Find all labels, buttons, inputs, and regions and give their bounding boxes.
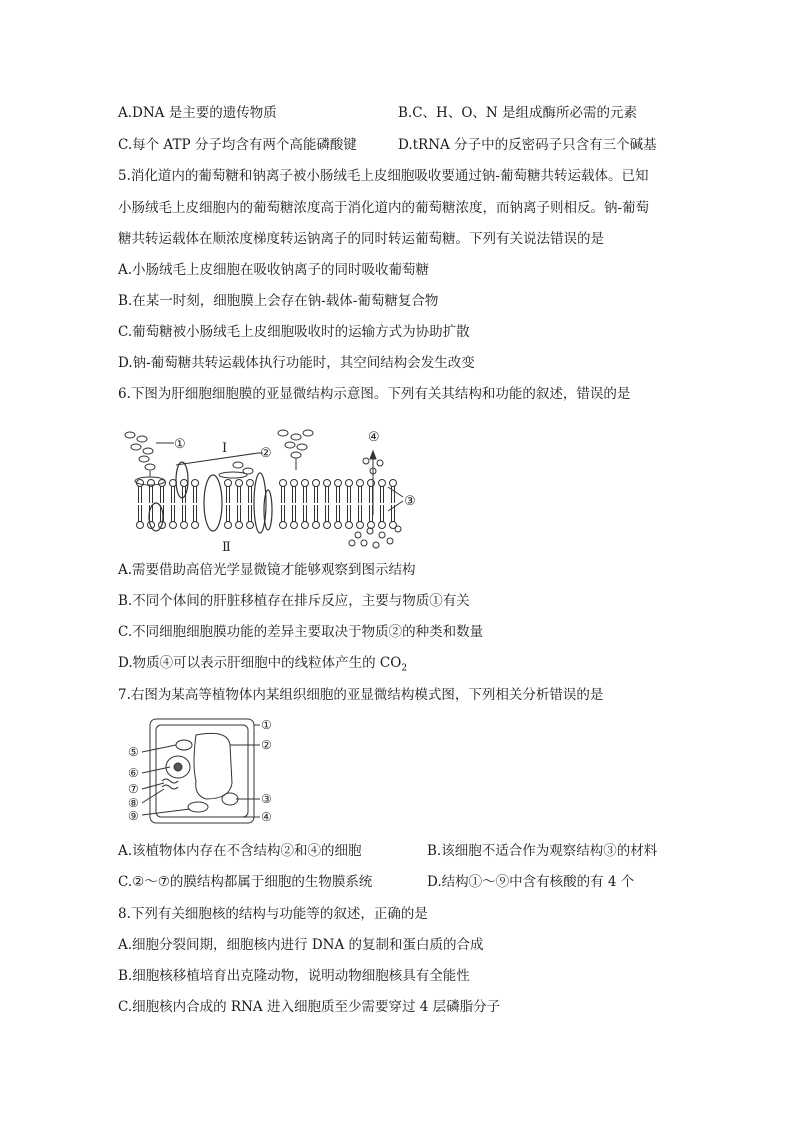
label-1: ① bbox=[174, 437, 186, 452]
phospholipid-head bbox=[181, 522, 188, 529]
phospholipid-head bbox=[291, 522, 298, 529]
cell-label-5: ⑤ bbox=[128, 745, 139, 759]
phospholipid-head bbox=[225, 480, 232, 487]
phospholipid-head bbox=[225, 522, 232, 529]
q6-option-b: B.不同个体间的肝脏移植存在排斥反应，主要与物质①有关 bbox=[118, 593, 470, 609]
cell-membrane-diagram bbox=[118, 425, 418, 555]
cell-label-9: ⑨ bbox=[128, 809, 139, 823]
q5-option-b: B.在某一时刻，细胞膜上会存在钠-载体-葡萄糖复合物 bbox=[118, 293, 439, 309]
q6-option-d-subscript: 2 bbox=[401, 663, 408, 674]
q7-option-b: B.该细胞不适合作为观察结构③的材料 bbox=[427, 843, 658, 859]
q7-option-c: C.②～⑦的膜结构都属于细胞的生物膜系统 bbox=[118, 874, 373, 890]
cell-label-1: ① bbox=[261, 718, 272, 732]
label-2: ② bbox=[260, 446, 272, 461]
phospholipid-head bbox=[346, 522, 353, 529]
phospholipid-head bbox=[313, 522, 320, 529]
cell-label-2: ② bbox=[261, 738, 272, 752]
phospholipid-head bbox=[280, 522, 287, 529]
cell-label-6: ⑥ bbox=[128, 766, 139, 780]
phospholipid-head bbox=[170, 522, 177, 529]
label-side-top: Ⅰ bbox=[222, 441, 228, 456]
q5-stem-line3: 糖共转运载体在顺浓度梯度转运钠离子的同时转运葡萄糖。下列有关说法错误的是 bbox=[118, 231, 604, 247]
phospholipid-head bbox=[236, 522, 243, 529]
phospholipid-head bbox=[335, 480, 342, 487]
q8-option-c: C.细胞核内合成的 RNA 进入细胞质至少需要穿过 4 层磷脂分子 bbox=[118, 999, 501, 1015]
label-3: ③ bbox=[404, 494, 416, 509]
phospholipid-head bbox=[324, 480, 331, 487]
phospholipid-head bbox=[346, 480, 353, 487]
q5-option-a: A.小肠绒毛上皮细胞在吸收钠离子的同时吸收葡萄糖 bbox=[118, 262, 430, 278]
q7-option-d: D.结构①～⑨中含有核酸的有 4 个 bbox=[427, 874, 635, 890]
cell-label-8: ⑧ bbox=[128, 796, 139, 810]
q8-option-a: A.细胞分裂间期，细胞核内进行 DNA 的复制和蛋白质的合成 bbox=[118, 937, 484, 953]
q6-option-d bbox=[118, 653, 407, 679]
phospholipid-head bbox=[291, 480, 298, 487]
q6-option-d-text: D.物质④可以表示肝细胞中的线粒体产生的 CO bbox=[118, 655, 402, 671]
q7-stem: 7.右图为某高等植物体内某组织细胞的亚显微结构模式图，下列相关分析错误的是 bbox=[118, 687, 604, 703]
q4-option-c: C.每个 ATP 分子均含有两个高能磷酸键 bbox=[118, 137, 357, 153]
phospholipid-head bbox=[302, 522, 309, 529]
phospholipid-head bbox=[313, 480, 320, 487]
q4-option-a: A.DNA 是主要的遗传物质 bbox=[118, 105, 277, 121]
phospholipid-head bbox=[247, 480, 254, 487]
q7-option-a: A.该植物体内存在不含结构②和④的细胞 bbox=[118, 843, 362, 859]
plant-cell-diagram bbox=[118, 715, 278, 830]
phospholipid-head bbox=[390, 480, 397, 487]
q8-option-b: B.细胞核移植培育出克隆动物，说明动物细胞核具有全能性 bbox=[118, 968, 470, 984]
q6-option-a: A.需要借助高倍光学显微镜才能够观察到图示结构 bbox=[118, 562, 416, 578]
phospholipid-head bbox=[181, 480, 188, 487]
phospholipid-head bbox=[302, 480, 309, 487]
phospholipid-head bbox=[236, 480, 243, 487]
cell-label-4: ④ bbox=[261, 810, 272, 824]
phospholipid-head bbox=[357, 480, 364, 487]
cell-label-7: ⑦ bbox=[128, 782, 139, 796]
phospholipid-head bbox=[357, 522, 364, 529]
q4-option-b: B.C、H、O、N 是组成酶所必需的元素 bbox=[398, 105, 637, 121]
phospholipid-head bbox=[324, 522, 331, 529]
label-4: ④ bbox=[368, 430, 380, 445]
label-side-bottom: Ⅱ bbox=[222, 540, 231, 555]
q4-option-d: D.tRNA 分子中的反密码子只含有三个碱基 bbox=[398, 137, 657, 153]
q5-stem-line1: 5.消化道内的葡萄糖和钠离子被小肠绒毛上皮细胞吸收要通过钠-葡萄糖共转运载体。已知 bbox=[118, 168, 649, 184]
phospholipid-head bbox=[137, 522, 144, 529]
q5-option-c: C.葡萄糖被小肠绒毛上皮细胞吸收时的运输方式为协助扩散 bbox=[118, 324, 470, 340]
phospholipid-head bbox=[368, 522, 375, 529]
cell-label-3: ③ bbox=[261, 792, 272, 806]
q5-option-d: D.钠-葡萄糖共转运载体执行功能时，其空间结构会发生改变 bbox=[118, 355, 475, 371]
q8-stem: 8.下列有关细胞核的结构与功能等的叙述，正确的是 bbox=[118, 906, 428, 922]
phospholipid-head bbox=[192, 522, 199, 529]
phospholipid-head bbox=[247, 522, 254, 529]
q6-option-c: C.不同细胞细胞膜功能的差异主要取决于物质②的种类和数量 bbox=[118, 624, 484, 640]
phospholipid-head bbox=[335, 522, 342, 529]
phospholipid-head bbox=[192, 480, 199, 487]
q5-stem-line2: 小肠绒毛上皮细胞内的葡萄糖浓度高于消化道内的葡萄糖浓度，而钠离子则相反。钠-葡萄 bbox=[118, 200, 650, 216]
q6-stem: 6.下图为肝细胞细胞膜的亚显微结构示意图。下列有关其结构和功能的叙述，错误的是 bbox=[118, 386, 631, 402]
phospholipid-head bbox=[379, 480, 386, 487]
phospholipid-head bbox=[379, 522, 386, 529]
phospholipid-head bbox=[280, 480, 287, 487]
